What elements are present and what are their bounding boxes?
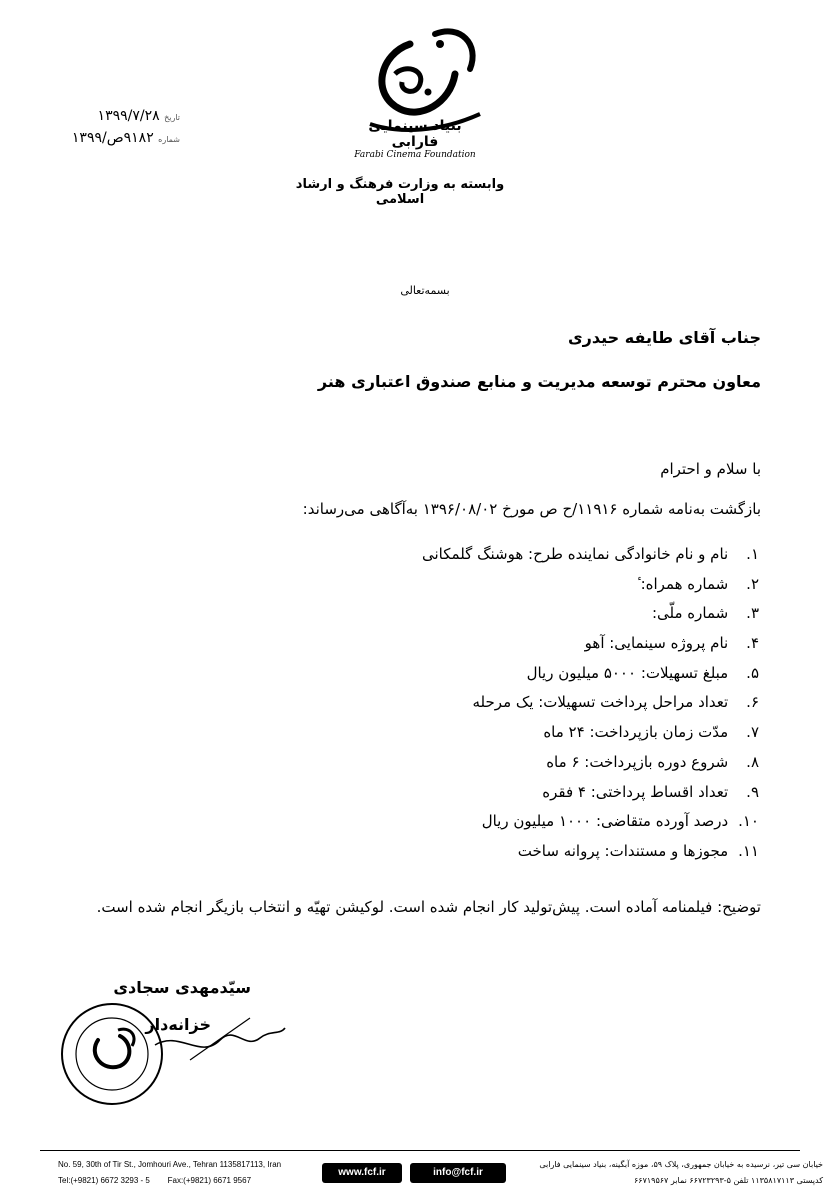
list-item: ۸. شروع دوره بازپرداخت: ۶ ماه bbox=[546, 752, 759, 771]
addressee-name: جناب آقای طایفه حیدری bbox=[568, 328, 761, 347]
footer-address-fa: خیابان سی تیر، نرسیده به خیابان جمهوری، پلاک ۵۹، موزه آبگینه، بنیاد سینمایی فارابی bbox=[539, 1160, 823, 1169]
intro-text: بازگشت به‌نامه شماره ۱۱۹۱۶/ح ص مورخ ۱۳۹۶/۰۸/۰۲ به‌آگاهی می‌رساند: bbox=[302, 500, 761, 518]
affiliation: وابسته به وزارت فرهنگ و ارشاد اسلامی bbox=[295, 177, 505, 207]
list-item: ۳. شماره ملّی: bbox=[651, 604, 759, 623]
list-item: ۹. تعداد اقساط پرداختی: ۴ فقره bbox=[542, 782, 759, 801]
list-item: ۲. شماره همراه: ٔ bbox=[635, 574, 759, 593]
list-item: ۱۰. درصد آورده متقاضی: ۱۰۰۰ میلیون ریال bbox=[481, 812, 759, 831]
footer-phone-en: Tel:(+9821) 6672 3293 - 5 Fax:(+9821) 6671 9567 bbox=[58, 1176, 252, 1185]
footer-website[interactable]: www.fcf.ir bbox=[322, 1163, 402, 1183]
footer-address-en: No. 59, 30th of Tir St., Jomhouri Ave., Tehran 1135817113, Iran bbox=[58, 1160, 282, 1169]
addressee-title: معاون محترم توسعه مدیریت و منابع صندوق اعتباری هنر bbox=[317, 372, 761, 391]
letter-date bbox=[20, 108, 180, 124]
number-label: شماره bbox=[158, 135, 180, 144]
handwritten-signature bbox=[150, 1010, 290, 1070]
letter-number bbox=[20, 130, 180, 146]
list-item: ۶. تعداد مراحل پرداخت تسهیلات: یک مرحله bbox=[472, 693, 759, 712]
footer-divider bbox=[40, 1150, 800, 1151]
footer-email[interactable]: info@fcf.ir bbox=[410, 1163, 506, 1183]
org-name-en: Farabi Cinema Foundation bbox=[354, 150, 476, 160]
note-text: توضیح: فیلمنامه آماده است. پیش‌تولید کار انجام شده است. لوکیشن تهیّه و انتخاب بازیگر انجام شده است. bbox=[96, 898, 761, 916]
list-item: ۱۱. مجوزها و مستندات: پروانه ساخت bbox=[517, 841, 759, 860]
greeting: با سلام و احترام bbox=[660, 460, 761, 478]
signer-name: سیّدمهدی سجادی bbox=[113, 978, 251, 997]
list-item: ۱. نام و نام خانوادگی نماینده طرح: هوشنگ گلمکانی bbox=[421, 545, 759, 563]
org-name-fa: بنیاد سینمایی فارابی bbox=[368, 118, 462, 150]
details-list bbox=[239, 540, 759, 867]
date-value: ۱۳۹۹/۷/۲۸ bbox=[97, 108, 160, 124]
date-label: تاریخ bbox=[164, 113, 180, 122]
list-item: ۷. مدّت زمان بازپرداخت: ۲۴ ماه bbox=[543, 723, 759, 742]
footer-phone-fa: کدپستی ۱۱۳۵۸۱۷۱۱۳ تلفن ۵-۶۶۷۲۳۲۹۳ نمابر ۶۶۷۱۹۵۶۷ bbox=[633, 1176, 823, 1185]
signer-title: خزانه‌دار bbox=[145, 1015, 211, 1034]
list-item: ۵. مبلغ تسهیلات: ۵۰۰۰ میلیون ریال bbox=[526, 663, 759, 682]
invocation: بسمه‌تعالی bbox=[400, 284, 450, 297]
number-value: ۹۱۸۲ص/۱۳۹۹ bbox=[71, 130, 154, 146]
list-item: ۴. نام پروژه سینمایی: آهو bbox=[584, 634, 759, 653]
